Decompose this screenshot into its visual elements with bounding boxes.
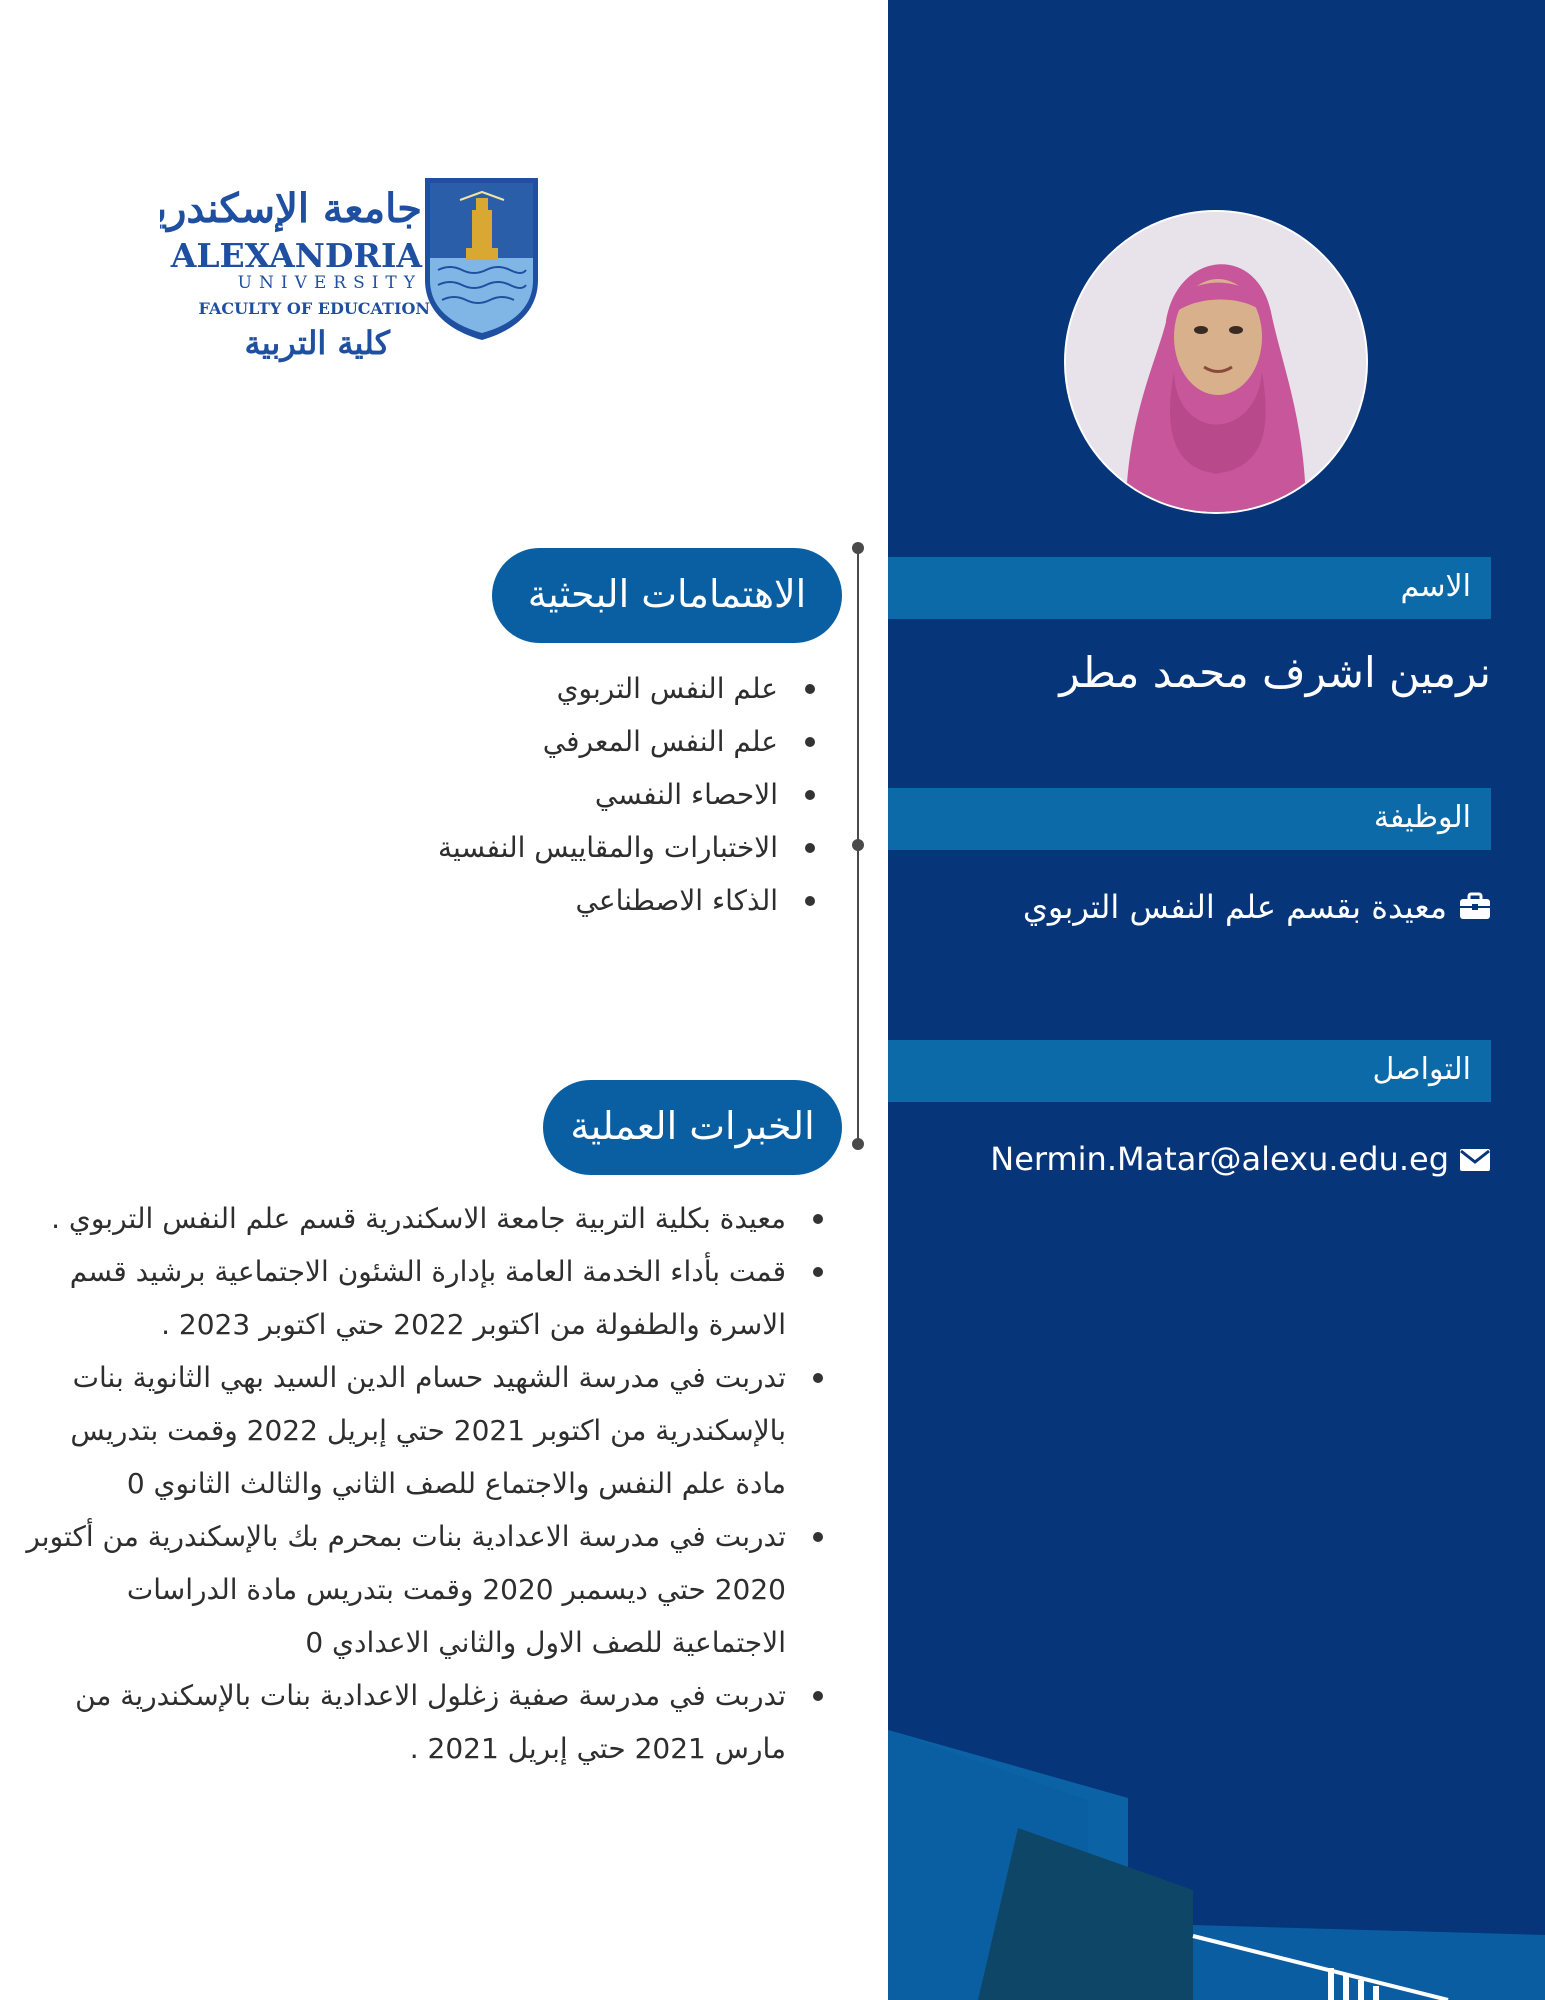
list-item: الذكاء الاصطناعي bbox=[260, 874, 820, 927]
person-name: نرمين اشرف محمد مطر bbox=[1059, 648, 1491, 697]
envelope-icon bbox=[1459, 1142, 1491, 1180]
contact-label-bar bbox=[888, 1040, 1491, 1102]
list-item: الاحصاء النفسي bbox=[260, 768, 820, 821]
job-row bbox=[1023, 888, 1491, 928]
logo-faculty-en: FACULTY OF EDUCATION bbox=[198, 299, 430, 318]
logo-english-university: ALEXANDRIA bbox=[170, 236, 422, 275]
timeline-dot bbox=[852, 542, 864, 554]
email-link[interactable]: Nermin.Matar@alexu.edu.eg bbox=[990, 1140, 1449, 1178]
university-logo bbox=[160, 170, 550, 370]
logo-faculty-ar: كلية التربية bbox=[244, 324, 390, 362]
email-row bbox=[990, 1140, 1491, 1180]
list-item: علم النفس المعرفي bbox=[260, 715, 820, 768]
list-item: علم النفس التربوي bbox=[260, 662, 820, 715]
experience-list bbox=[25, 1192, 828, 1775]
job-title: معيدة بقسم علم النفس التربوي bbox=[1022, 888, 1447, 926]
list-item: معيدة بكلية التربية جامعة الاسكندرية قسم علم النفس التربوي . bbox=[25, 1192, 828, 1245]
name-label: الاسم bbox=[1400, 569, 1471, 604]
name-label-bar bbox=[888, 557, 1491, 619]
briefcase-icon bbox=[1459, 890, 1491, 928]
timeline-dot bbox=[852, 839, 864, 851]
list-item: تدربت في مدرسة الاعدادية بنات بمحرم بك بالإسكندرية من أكتوبر 2020 حتي ديسمبر 2020 وقمت بتدريس مادة الدراسات الاجتماعية للصف الاول والثاني الاعدادي 0 bbox=[25, 1510, 828, 1669]
timeline-dot bbox=[852, 1138, 864, 1150]
profile-photo bbox=[1064, 210, 1368, 514]
contact-label: التواصل bbox=[1372, 1052, 1471, 1087]
list-item: تدربت في مدرسة صفية زغلول الاعدادية بنات بالإسكندرية من مارس 2021 حتي إبريل 2021 . bbox=[25, 1669, 828, 1775]
job-label: الوظيفة bbox=[1373, 800, 1471, 835]
logo-english-sub: UNIVERSITY bbox=[237, 273, 422, 293]
research-interests-title: الاهتمامات البحثية bbox=[492, 548, 842, 643]
research-interests-list bbox=[260, 662, 820, 927]
list-item: تدربت في مدرسة الشهيد حسام الدين السيد بهي الثانوية بنات بالإسكندرية من اكتوبر 2021 حتي إبريل 2022 وقمت بتدريس مادة علم النفس والاجتماع للصف الثاني والثالث الثانوي 0 bbox=[25, 1351, 828, 1510]
list-item: الاختبارات والمقاييس النفسية bbox=[260, 821, 820, 874]
list-item: قمت بأداء الخدمة العامة بإدارة الشئون الاجتماعية برشيد قسم الاسرة والطفولة من اكتوبر 2022 حتي اكتوبر 2023 . bbox=[25, 1245, 828, 1351]
logo-arabic-university: جامعة الإسكندرية bbox=[160, 185, 422, 232]
job-label-bar bbox=[888, 788, 1491, 850]
experience-title: الخبرات العملية bbox=[543, 1080, 842, 1175]
